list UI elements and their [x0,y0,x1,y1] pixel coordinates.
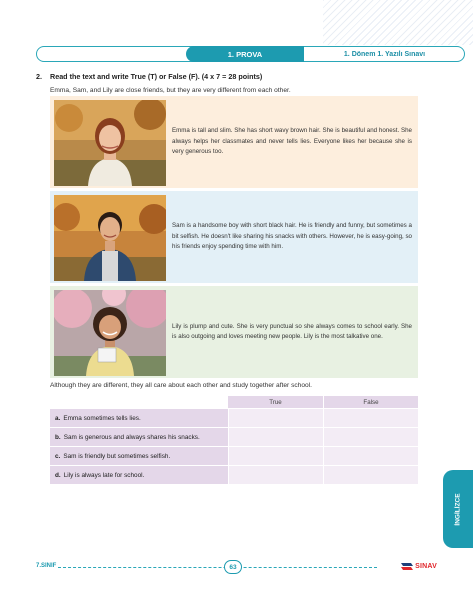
lily-description: Lily is plump and cute. She is very punctual so she always comes to school early. She is also outgoing and loves meeting new people. Lily is the most talkative one. [172,322,412,340]
sam-description: Sam is a handsome boy with short black hair. He is friendly and funny, but sometimes a bit selfish. He doesn't like sharing his snacks with others. However, he is easy-going, so his friends enjoy spending time with him. [172,222,412,251]
table-row [50,408,418,427]
statement-a [50,409,228,427]
question-instruction: Read the text and write True (T) or False (F). (4 x 7 = 28 points) [50,72,263,81]
answer-false-a[interactable] [323,409,418,427]
header-blank [50,396,228,408]
statement-letter: b. [55,433,61,441]
table-row [50,446,418,465]
footer [36,560,437,574]
question-heading [36,72,262,81]
lily-photo [54,290,166,376]
statement-text: Lily is always late for school. [63,471,145,479]
panel-lily [50,286,418,378]
table-row [50,427,418,446]
subject-label: İNGİLİZCE [454,492,462,526]
statement-text: Emma sometimes tells lies. [63,414,141,422]
statement-text: Sam is friendly but sometimes selfish. [63,452,171,460]
answer-true-a[interactable] [228,409,323,427]
publisher-logo [398,562,437,570]
statement-letter: c. [55,452,61,460]
subject-side-tab [443,470,473,548]
answer-true-b[interactable] [228,428,323,446]
footer-divider [58,567,377,568]
corner-pattern [323,0,473,45]
answer-true-d[interactable] [228,466,323,484]
logo-icon [401,562,413,570]
grade-label: 7.SINIF [36,563,57,569]
statement-text: Sam is generous and always shares his snacks. [63,433,200,441]
statement-c [50,447,228,465]
intro-text: Emma, Sam, and Lily are close friends, but they are very different from each other. [50,87,291,94]
table-header-row [50,396,418,408]
answer-false-b[interactable] [323,428,418,446]
answer-true-c[interactable] [228,447,323,465]
header-bar [36,46,465,62]
panel-emma [50,96,418,188]
answer-false-c[interactable] [323,447,418,465]
statement-b [50,428,228,446]
page-number: 63 [224,560,242,574]
statement-letter: d. [55,471,61,479]
emma-description: Emma is tall and slim. She has short wavy brown hair. She is beautiful and honest. She always helps her classmates and never tells lies. Everyone likes her because she is very generous too. [172,127,412,156]
closing-text: Although they are different, they all care about each other and study together after school. [50,382,312,389]
logo-text: SINAV [415,562,437,570]
exam-title: 1. Dönem 1. Yazılı Sınavı [343,50,426,58]
statement-d [50,466,228,484]
true-false-table [50,396,418,484]
emma-photo [54,100,166,186]
statement-letter: a. [55,414,61,422]
sam-photo [54,195,166,281]
question-number: 2. [36,72,42,81]
answer-false-d[interactable] [323,466,418,484]
panel-sam [50,191,418,283]
header-true: True [228,396,323,408]
header-false: False [323,396,418,408]
header-tab: 1. PROVA [186,46,304,62]
table-row [50,465,418,484]
